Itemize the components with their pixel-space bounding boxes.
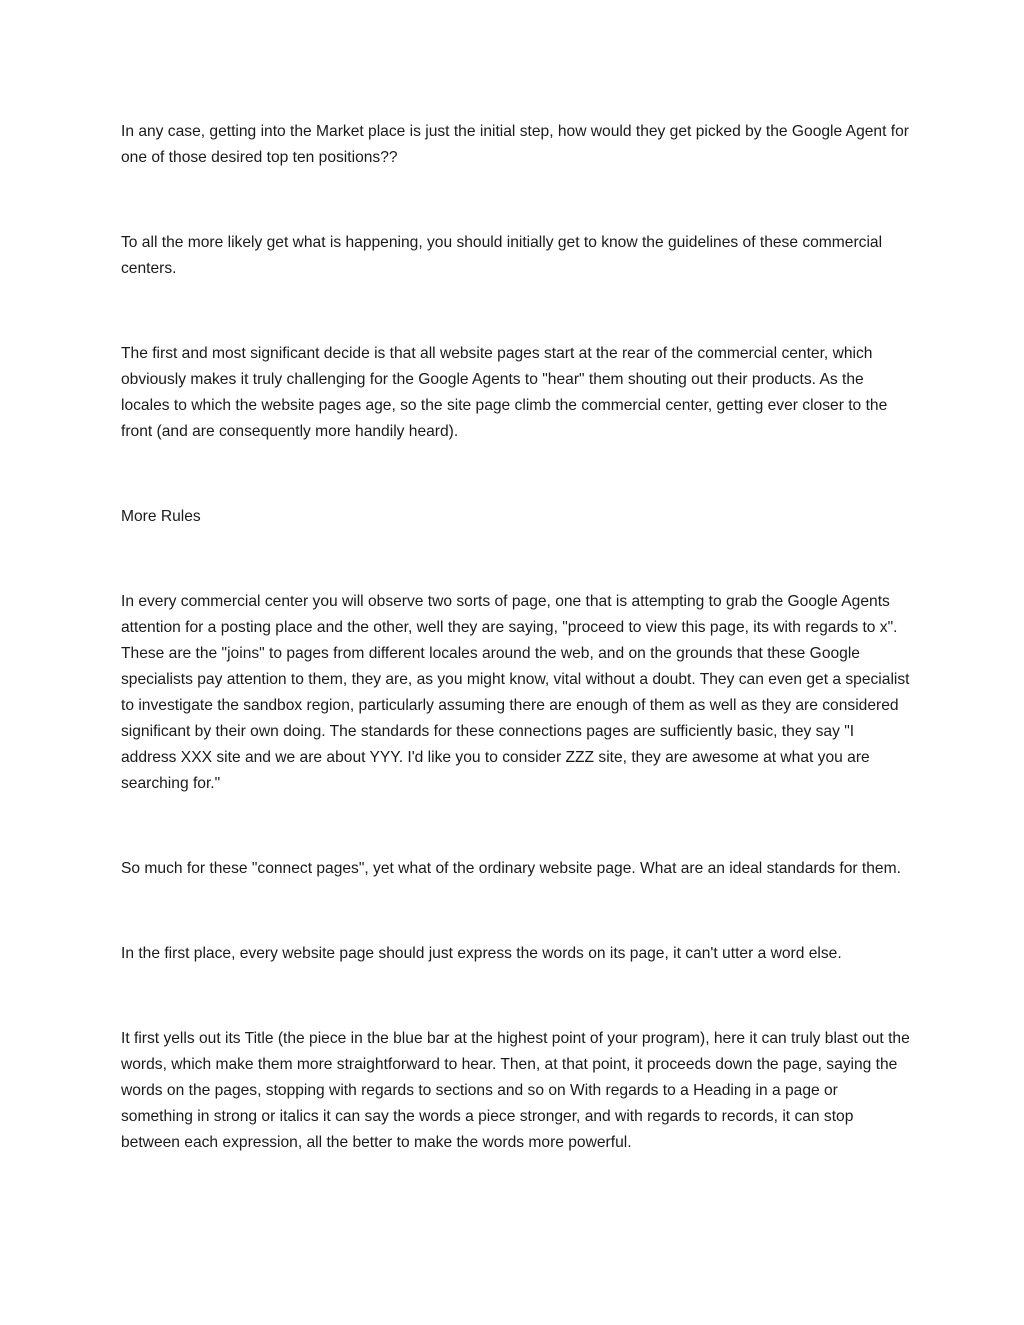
paragraph-first-place: In the first place, every website page should just express the words on its page, it can't utter a word else. xyxy=(121,945,842,962)
paragraph-market-place: In any case, getting into the Market place is just the initial step, how would they get picked by the Google Agent for one of those desired top ten positions?? xyxy=(121,123,909,166)
paragraph-first-rule: The first and most significant decide is that all website pages start at the rear of the commercial center, which obviously makes it truly challenging for the Google Agents to "hear" them shouting out their products. As the locales to which the website pages age, so the site page climb the commercial center, getting ever closer to the front (and are consequently more handily heard). xyxy=(121,345,888,440)
paragraph-guidelines: To all the more likely get what is happening, you should initially get to know the guidelines of these commercial centers. xyxy=(121,234,883,277)
document-body xyxy=(121,119,911,1156)
section-heading-more-rules: More Rules xyxy=(121,508,201,525)
paragraph-title-yells: It first yells out its Title (the piece in the blue bar at the highest point of your program), here it can truly blast out the words, which make them more straightforward to hear. Then, at that point, it proceeds down the page, saying the words on the pages, stopping with regards to sections and so on With regards to a Heading in a page or something in strong or italics it can say the words a piece stronger, and with regards to records, it can stop between each expression, all the better to make the words more powerful. xyxy=(121,1030,910,1151)
paragraph-connect-pages: So much for these "connect pages", yet what of the ordinary website page. What are an ideal standards for them. xyxy=(121,860,901,877)
paragraph-two-sorts-of-page: In every commercial center you will observe two sorts of page, one that is attempting to grab the Google Agents attention for a posting place and the other, well they are saying, "proceed to view this page, its with regards to x". These are the "joins" to pages from different locales around the web, and on the grounds that these Google specialists pay attention to them, they are, as you might know, vital without a doubt. They can even get a specialist to investigate the sandbox region, particularly assuming there are enough of them as well as they are considered significant by their own doing. The standards for these connections pages are sufficiently basic, they say "I address XXX site and we are about YYY. I'd like you to consider ZZZ site, they are awesome at what you are searching for." xyxy=(121,593,910,792)
